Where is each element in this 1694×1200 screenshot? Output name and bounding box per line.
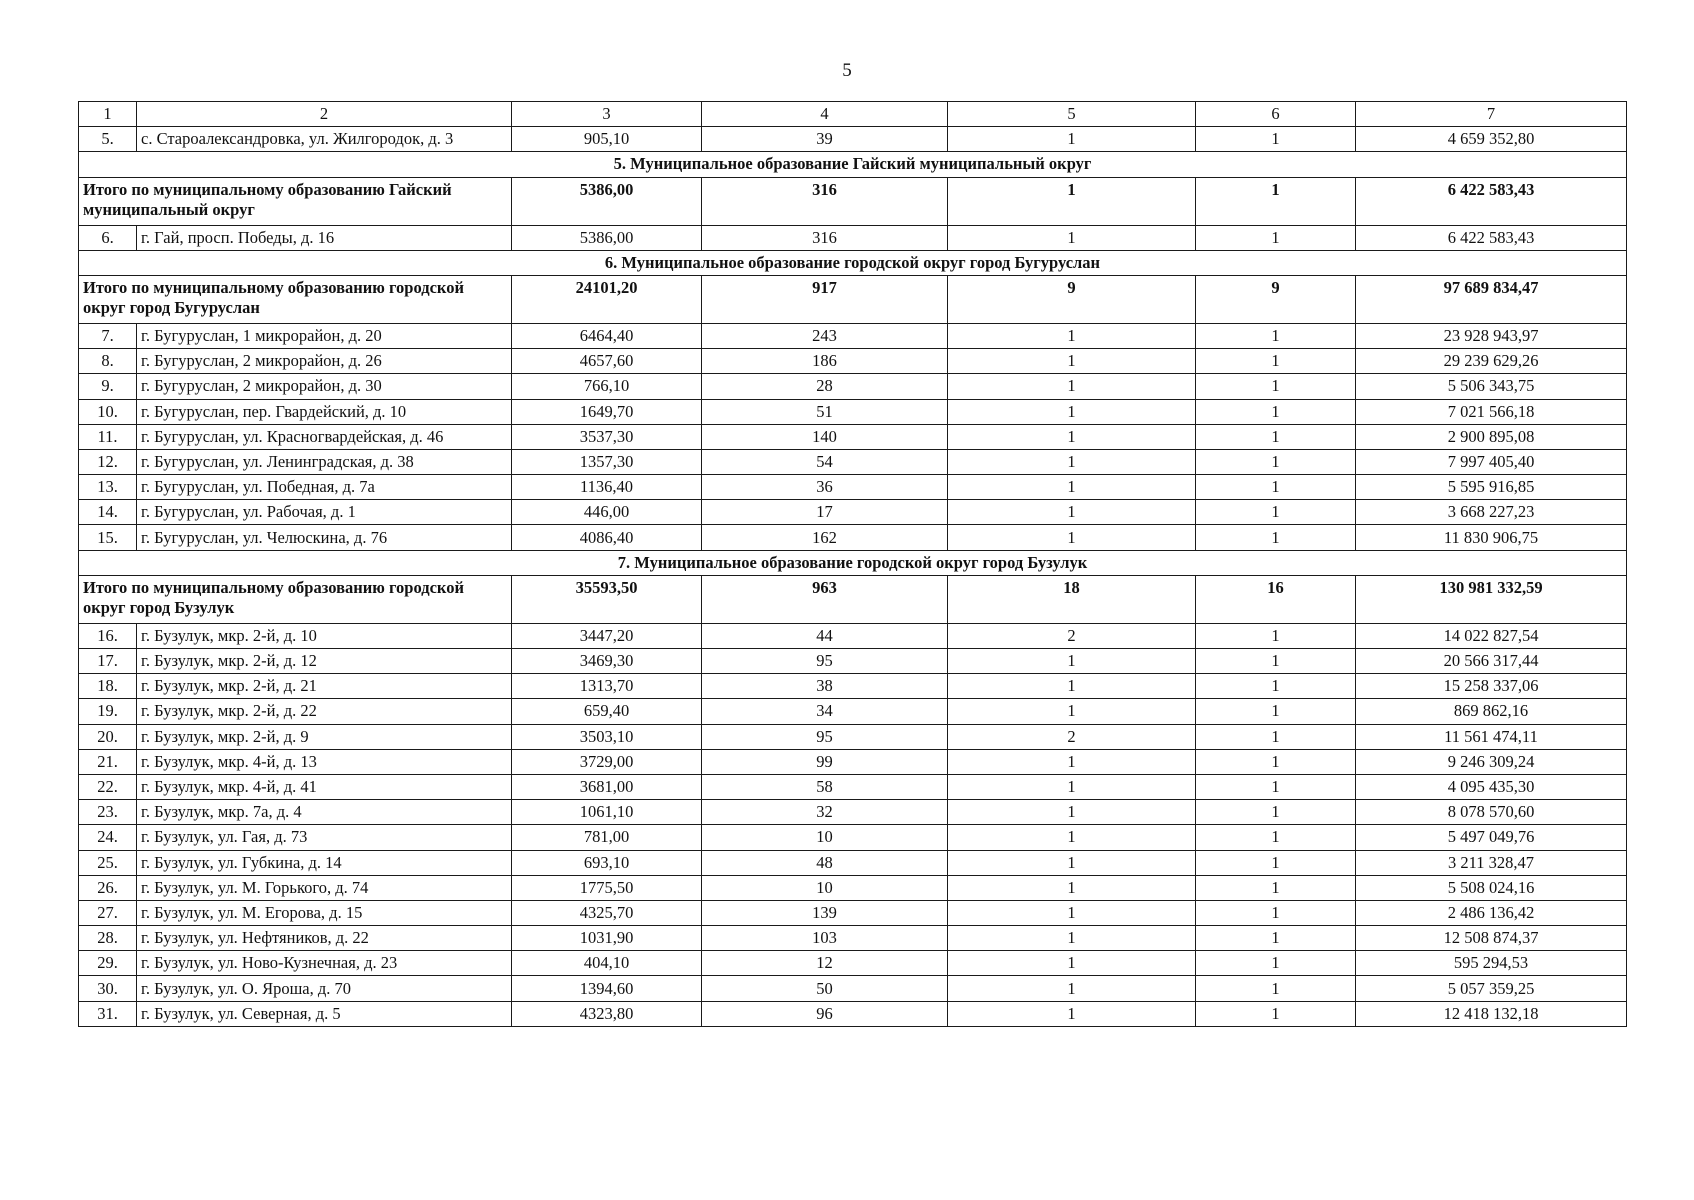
houses-cell: 1	[948, 323, 1196, 348]
table-row	[79, 926, 1627, 951]
address-cell: г. Бузулук, мкр. 4-й, д. 13	[137, 749, 512, 774]
residents-cell: 48	[702, 850, 948, 875]
address-cell: г. Бузулук, ул. Северная, д. 5	[137, 1001, 512, 1026]
houses-cell: 1	[948, 699, 1196, 724]
residents-cell: 140	[702, 424, 948, 449]
houses-cell: 1	[948, 449, 1196, 474]
residents-cell: 10	[702, 875, 948, 900]
address-cell: г. Бузулук, мкр. 7а, д. 4	[137, 800, 512, 825]
total-row	[79, 575, 1627, 623]
total-residents-cell: 316	[702, 177, 948, 225]
houses-cell: 1	[948, 475, 1196, 500]
row-number-cell: 10.	[79, 399, 137, 424]
cost-cell: 5 508 024,16	[1356, 875, 1627, 900]
table-row	[79, 774, 1627, 799]
section-heading: 7. Муниципальное образование городской округ город Бузулук	[79, 550, 1627, 575]
address-cell: г. Бузулук, ул. О. Яроша, д. 70	[137, 976, 512, 1001]
column-number-header: 7	[1356, 102, 1627, 127]
address-cell: г. Бугуруслан, ул. Рабочая, д. 1	[137, 500, 512, 525]
table-row	[79, 749, 1627, 774]
cost-cell: 11 561 474,11	[1356, 724, 1627, 749]
total-residents-cell: 963	[702, 575, 948, 623]
cost-cell: 595 294,53	[1356, 951, 1627, 976]
row-number-cell: 31.	[79, 1001, 137, 1026]
address-cell: г. Бузулук, ул. Нефтяников, д. 22	[137, 926, 512, 951]
area-cell: 5386,00	[512, 225, 702, 250]
area-cell: 3681,00	[512, 774, 702, 799]
table-row	[79, 825, 1627, 850]
contracts-cell: 1	[1196, 951, 1356, 976]
area-cell: 4086,40	[512, 525, 702, 550]
total-area-cell: 35593,50	[512, 575, 702, 623]
row-number-cell: 26.	[79, 875, 137, 900]
contracts-cell: 1	[1196, 127, 1356, 152]
row-number-cell: 6.	[79, 225, 137, 250]
houses-cell: 1	[948, 649, 1196, 674]
area-cell: 446,00	[512, 500, 702, 525]
total-contracts-cell: 9	[1196, 275, 1356, 323]
address-cell: г. Бузулук, мкр. 2-й, д. 12	[137, 649, 512, 674]
total-contracts-cell: 16	[1196, 575, 1356, 623]
address-cell: г. Бузулук, мкр. 2-й, д. 22	[137, 699, 512, 724]
contracts-cell: 1	[1196, 475, 1356, 500]
area-cell: 4323,80	[512, 1001, 702, 1026]
housing-table	[78, 101, 1627, 1027]
cost-cell: 11 830 906,75	[1356, 525, 1627, 550]
residents-cell: 162	[702, 525, 948, 550]
houses-cell: 1	[948, 127, 1196, 152]
address-cell: г. Бугуруслан, ул. Челюскина, д. 76	[137, 525, 512, 550]
total-houses-cell: 18	[948, 575, 1196, 623]
total-area-cell: 24101,20	[512, 275, 702, 323]
address-cell: г. Бугуруслан, 2 микрорайон, д. 30	[137, 374, 512, 399]
residents-cell: 12	[702, 951, 948, 976]
table-row	[79, 374, 1627, 399]
cost-cell: 6 422 583,43	[1356, 225, 1627, 250]
cost-cell: 20 566 317,44	[1356, 649, 1627, 674]
table-row	[79, 900, 1627, 925]
houses-cell: 1	[948, 900, 1196, 925]
houses-cell: 1	[948, 1001, 1196, 1026]
houses-cell: 1	[948, 774, 1196, 799]
row-number-cell: 27.	[79, 900, 137, 925]
row-number-cell: 12.	[79, 449, 137, 474]
area-cell: 905,10	[512, 127, 702, 152]
table-row	[79, 649, 1627, 674]
contracts-cell: 1	[1196, 724, 1356, 749]
contracts-cell: 1	[1196, 774, 1356, 799]
total-cost-cell: 97 689 834,47	[1356, 275, 1627, 323]
address-cell: г. Бузулук, ул. Губкина, д. 14	[137, 850, 512, 875]
row-number-cell: 17.	[79, 649, 137, 674]
table-row	[79, 623, 1627, 648]
residents-cell: 34	[702, 699, 948, 724]
residents-cell: 99	[702, 749, 948, 774]
row-number-cell: 9.	[79, 374, 137, 399]
section-heading-row	[79, 550, 1627, 575]
contracts-cell: 1	[1196, 800, 1356, 825]
area-cell: 3503,10	[512, 724, 702, 749]
table-row	[79, 1001, 1627, 1026]
contracts-cell: 1	[1196, 374, 1356, 399]
area-cell: 1136,40	[512, 475, 702, 500]
table-row	[79, 475, 1627, 500]
total-area-cell: 5386,00	[512, 177, 702, 225]
cost-cell: 7 997 405,40	[1356, 449, 1627, 474]
contracts-cell: 1	[1196, 399, 1356, 424]
area-cell: 3537,30	[512, 424, 702, 449]
cost-cell: 29 239 629,26	[1356, 349, 1627, 374]
address-cell: г. Бугуруслан, пер. Гвардейский, д. 10	[137, 399, 512, 424]
area-cell: 6464,40	[512, 323, 702, 348]
table-row	[79, 449, 1627, 474]
residents-cell: 95	[702, 724, 948, 749]
contracts-cell: 1	[1196, 349, 1356, 374]
houses-cell: 1	[948, 674, 1196, 699]
cost-cell: 2 486 136,42	[1356, 900, 1627, 925]
row-number-cell: 16.	[79, 623, 137, 648]
contracts-cell: 1	[1196, 850, 1356, 875]
residents-cell: 38	[702, 674, 948, 699]
residents-cell: 103	[702, 926, 948, 951]
address-cell: г. Гай, просп. Победы, д. 16	[137, 225, 512, 250]
section-heading: 6. Муниципальное образование городской округ город Бугуруслан	[79, 250, 1627, 275]
houses-cell: 1	[948, 349, 1196, 374]
cost-cell: 7 021 566,18	[1356, 399, 1627, 424]
contracts-cell: 1	[1196, 623, 1356, 648]
residents-cell: 10	[702, 825, 948, 850]
table-body	[79, 102, 1627, 1027]
cost-cell: 869 862,16	[1356, 699, 1627, 724]
houses-cell: 1	[948, 951, 1196, 976]
total-houses-cell: 9	[948, 275, 1196, 323]
cost-cell: 23 928 943,97	[1356, 323, 1627, 348]
contracts-cell: 1	[1196, 900, 1356, 925]
cost-cell: 15 258 337,06	[1356, 674, 1627, 699]
area-cell: 1031,90	[512, 926, 702, 951]
residents-cell: 39	[702, 127, 948, 152]
cost-cell: 14 022 827,54	[1356, 623, 1627, 648]
houses-cell: 1	[948, 525, 1196, 550]
row-number-cell: 18.	[79, 674, 137, 699]
area-cell: 1061,10	[512, 800, 702, 825]
address-cell: г. Бузулук, мкр. 4-й, д. 41	[137, 774, 512, 799]
column-number-header: 3	[512, 102, 702, 127]
column-number-header: 5	[948, 102, 1196, 127]
section-heading-row	[79, 152, 1627, 177]
row-number-cell: 19.	[79, 699, 137, 724]
table-row	[79, 349, 1627, 374]
residents-cell: 96	[702, 1001, 948, 1026]
table-row	[79, 500, 1627, 525]
address-cell: г. Бузулук, ул. Ново-Кузнечная, д. 23	[137, 951, 512, 976]
row-number-cell: 13.	[79, 475, 137, 500]
table-row	[79, 323, 1627, 348]
total-label: Итого по муниципальному образованию городской округ город Бузулук	[79, 575, 512, 623]
table-row	[79, 800, 1627, 825]
area-cell: 693,10	[512, 850, 702, 875]
contracts-cell: 1	[1196, 699, 1356, 724]
address-cell: г. Бузулук, мкр. 2-й, д. 21	[137, 674, 512, 699]
address-cell: г. Бузулук, ул. М. Горького, д. 74	[137, 875, 512, 900]
area-cell: 1775,50	[512, 875, 702, 900]
contracts-cell: 1	[1196, 926, 1356, 951]
contracts-cell: 1	[1196, 649, 1356, 674]
cost-cell: 5 595 916,85	[1356, 475, 1627, 500]
residents-cell: 36	[702, 475, 948, 500]
row-number-cell: 5.	[79, 127, 137, 152]
cost-cell: 4 095 435,30	[1356, 774, 1627, 799]
area-cell: 1313,70	[512, 674, 702, 699]
contracts-cell: 1	[1196, 323, 1356, 348]
address-cell: г. Бугуруслан, ул. Ленинградская, д. 38	[137, 449, 512, 474]
houses-cell: 2	[948, 724, 1196, 749]
table-row	[79, 525, 1627, 550]
area-cell: 3729,00	[512, 749, 702, 774]
row-number-cell: 29.	[79, 951, 137, 976]
table-row	[79, 875, 1627, 900]
houses-cell: 1	[948, 825, 1196, 850]
table-row	[79, 850, 1627, 875]
address-cell: г. Бугуруслан, 1 микрорайон, д. 20	[137, 323, 512, 348]
contracts-cell: 1	[1196, 424, 1356, 449]
contracts-cell: 1	[1196, 674, 1356, 699]
residents-cell: 44	[702, 623, 948, 648]
contracts-cell: 1	[1196, 449, 1356, 474]
section-heading: 5. Муниципальное образование Гайский муниципальный округ	[79, 152, 1627, 177]
cost-cell: 5 497 049,76	[1356, 825, 1627, 850]
houses-cell: 1	[948, 800, 1196, 825]
total-cost-cell: 6 422 583,43	[1356, 177, 1627, 225]
column-number-row	[79, 102, 1627, 127]
row-number-cell: 11.	[79, 424, 137, 449]
residents-cell: 50	[702, 976, 948, 1001]
area-cell: 3447,20	[512, 623, 702, 648]
area-cell: 766,10	[512, 374, 702, 399]
row-number-cell: 20.	[79, 724, 137, 749]
table-row	[79, 699, 1627, 724]
cost-cell: 12 418 132,18	[1356, 1001, 1627, 1026]
column-number-header: 2	[137, 102, 512, 127]
contracts-cell: 1	[1196, 749, 1356, 774]
table-row	[79, 724, 1627, 749]
houses-cell: 1	[948, 875, 1196, 900]
address-cell: г. Бугуруслан, ул. Красногвардейская, д. 46	[137, 424, 512, 449]
cost-cell: 9 246 309,24	[1356, 749, 1627, 774]
row-number-cell: 22.	[79, 774, 137, 799]
column-number-header: 6	[1196, 102, 1356, 127]
row-number-cell: 23.	[79, 800, 137, 825]
area-cell: 1649,70	[512, 399, 702, 424]
column-number-header: 4	[702, 102, 948, 127]
address-cell: г. Бузулук, ул. М. Егорова, д. 15	[137, 900, 512, 925]
address-cell: г. Бузулук, мкр. 2-й, д. 10	[137, 623, 512, 648]
houses-cell: 1	[948, 424, 1196, 449]
area-cell: 1357,30	[512, 449, 702, 474]
page-number: 5	[842, 60, 852, 81]
row-number-cell: 21.	[79, 749, 137, 774]
contracts-cell: 1	[1196, 225, 1356, 250]
table-row	[79, 674, 1627, 699]
address-cell: г. Бугуруслан, 2 микрорайон, д. 26	[137, 349, 512, 374]
residents-cell: 54	[702, 449, 948, 474]
houses-cell: 1	[948, 399, 1196, 424]
contracts-cell: 1	[1196, 875, 1356, 900]
houses-cell: 1	[948, 374, 1196, 399]
table-row	[79, 399, 1627, 424]
residents-cell: 316	[702, 225, 948, 250]
row-number-cell: 30.	[79, 976, 137, 1001]
houses-cell: 2	[948, 623, 1196, 648]
area-cell: 1394,60	[512, 976, 702, 1001]
cost-cell: 3 211 328,47	[1356, 850, 1627, 875]
houses-cell: 1	[948, 749, 1196, 774]
row-number-cell: 14.	[79, 500, 137, 525]
residents-cell: 95	[702, 649, 948, 674]
houses-cell: 1	[948, 926, 1196, 951]
cost-cell: 12 508 874,37	[1356, 926, 1627, 951]
residents-cell: 17	[702, 500, 948, 525]
cost-cell: 5 506 343,75	[1356, 374, 1627, 399]
row-number-cell: 25.	[79, 850, 137, 875]
residents-cell: 58	[702, 774, 948, 799]
address-cell: г. Бугуруслан, ул. Победная, д. 7а	[137, 475, 512, 500]
contracts-cell: 1	[1196, 825, 1356, 850]
row-number-cell: 7.	[79, 323, 137, 348]
houses-cell: 1	[948, 976, 1196, 1001]
contracts-cell: 1	[1196, 500, 1356, 525]
address-cell: с. Староалександровка, ул. Жилгородок, д. 3	[137, 127, 512, 152]
row-number-cell: 28.	[79, 926, 137, 951]
residents-cell: 51	[702, 399, 948, 424]
section-heading-row	[79, 250, 1627, 275]
area-cell: 659,40	[512, 699, 702, 724]
contracts-cell: 1	[1196, 1001, 1356, 1026]
cost-cell: 8 078 570,60	[1356, 800, 1627, 825]
residents-cell: 28	[702, 374, 948, 399]
residents-cell: 139	[702, 900, 948, 925]
row-number-cell: 15.	[79, 525, 137, 550]
total-label: Итого по муниципальному образованию Гайский муниципальный округ	[79, 177, 512, 225]
table-row	[79, 976, 1627, 1001]
total-row	[79, 177, 1627, 225]
total-residents-cell: 917	[702, 275, 948, 323]
total-label: Итого по муниципальному образованию городской округ город Бугуруслан	[79, 275, 512, 323]
table-row	[79, 951, 1627, 976]
total-cost-cell: 130 981 332,59	[1356, 575, 1627, 623]
table-row	[79, 127, 1627, 152]
residents-cell: 186	[702, 349, 948, 374]
area-cell: 4657,60	[512, 349, 702, 374]
houses-cell: 1	[948, 850, 1196, 875]
row-number-cell: 8.	[79, 349, 137, 374]
row-number-cell: 24.	[79, 825, 137, 850]
contracts-cell: 1	[1196, 525, 1356, 550]
contracts-cell: 1	[1196, 976, 1356, 1001]
address-cell: г. Бузулук, ул. Гая, д. 73	[137, 825, 512, 850]
cost-cell: 3 668 227,23	[1356, 500, 1627, 525]
total-houses-cell: 1	[948, 177, 1196, 225]
cost-cell: 5 057 359,25	[1356, 976, 1627, 1001]
column-number-header: 1	[79, 102, 137, 127]
total-contracts-cell: 1	[1196, 177, 1356, 225]
houses-cell: 1	[948, 500, 1196, 525]
cost-cell: 2 900 895,08	[1356, 424, 1627, 449]
total-row	[79, 275, 1627, 323]
area-cell: 4325,70	[512, 900, 702, 925]
cost-cell: 4 659 352,80	[1356, 127, 1627, 152]
table-row	[79, 424, 1627, 449]
area-cell: 404,10	[512, 951, 702, 976]
table-row	[79, 225, 1627, 250]
houses-cell: 1	[948, 225, 1196, 250]
address-cell: г. Бузулук, мкр. 2-й, д. 9	[137, 724, 512, 749]
area-cell: 3469,30	[512, 649, 702, 674]
residents-cell: 243	[702, 323, 948, 348]
residents-cell: 32	[702, 800, 948, 825]
area-cell: 781,00	[512, 825, 702, 850]
